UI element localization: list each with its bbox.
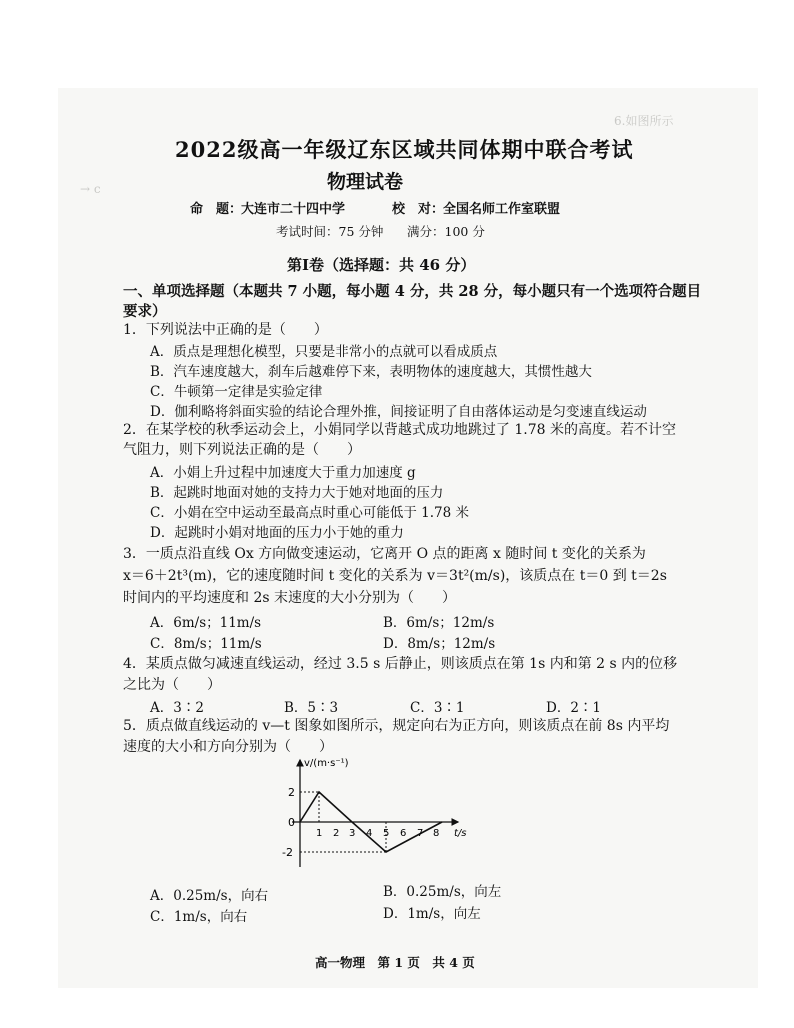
q3-stem-cont: x＝6＋2t³(m)，它的速度随时间 t 变化的关系为 v＝3t²(m/s)，该质点在 t＝0 到 t＝2s	[123, 568, 667, 584]
y-axis-label: v/(m·s⁻¹)	[304, 758, 349, 769]
x-tick: 1	[316, 828, 323, 839]
q1-option-a: A．质点是理想化模型，只要是非常小的点就可以看成质点	[150, 344, 498, 360]
q3-option-b: B．6m/s；12m/s	[383, 615, 495, 631]
q3-stem: 3．一质点沿直线 Ox 方向做变速运动，它离开 O 点的距离 x 随时间 t 变化的关系为	[123, 546, 646, 562]
q4-option-a: A．3∶2	[150, 700, 204, 716]
q1-option-b: B．汽车速度越大，刹车后越难停下来，表明物体的速度越大，其惯性越大	[150, 364, 592, 380]
q1-option-c: C．牛顿第一定律是实验定律	[150, 384, 323, 400]
q5-option-d: D．1m/s，向左	[383, 906, 481, 922]
author-label: 命 题：	[190, 202, 243, 217]
q4-option-b: B．5∶3	[284, 700, 339, 716]
q5-option-b: B．0.25m/s，向左	[383, 884, 502, 900]
bleed-text: → c	[80, 182, 101, 196]
proof: 全国名师工作室联盟	[443, 202, 561, 217]
q2-option-a: A．小娟上升过程中加速度大于重力加速度 g	[150, 465, 416, 481]
vt-graph	[270, 752, 470, 877]
q4-stem-cont: 之比为（ ）	[123, 677, 221, 693]
origin-label: 0	[288, 816, 295, 829]
x-tick: 2	[333, 828, 340, 839]
exam-subtitle: 物理试卷	[327, 171, 404, 193]
x-tick: 5	[383, 828, 390, 839]
x-tick: 3	[349, 828, 356, 839]
q2-stem: 2．在某学校的秋季运动会上，小娟同学以背越式成功地跳过了 1.78 米的高度。若不计空	[123, 422, 676, 438]
x-tick: 4	[366, 828, 373, 839]
section1-heading: 一、单项选择题（本题共 7 小题，每小题 4 分，共 28 分，每小题只有一个选项符合题目	[123, 283, 702, 300]
bleed-text: 6.如图所示	[614, 114, 674, 128]
q3-option-d: D．8m/s；12m/s	[383, 636, 496, 652]
q4-option-d: D．2∶1	[546, 700, 602, 716]
q5-option-a: A．0.25m/s，向右	[150, 888, 269, 904]
q1-option-d: D．伽利略将斜面实验的结论合理外推，间接证明了自由落体运动是匀变速直线运动	[150, 404, 647, 420]
q2-option-c: C．小娟在空中运动至最高点时重心可能低于 1.78 米	[150, 505, 469, 521]
q5-stem: 5．质点做直线运动的 v—t 图象如图所示，规定向右为正方向，则该质点在前 8s 内平均	[123, 718, 670, 734]
proof-label: 校 对：	[392, 202, 445, 217]
q3-option-c: C．8m/s；11m/s	[150, 636, 262, 652]
x-tick: 8	[433, 828, 440, 839]
section1-heading-cont: 要求）	[123, 303, 167, 320]
exam-time: 考试时间：75 分钟	[276, 224, 384, 239]
q4-stem: 4．某质点做匀减速直线运动，经过 3.5 s 后静止，则该质点在第 1s 内和第 2 s 内的位移	[123, 656, 678, 672]
q4-option-c: C．3∶1	[410, 700, 465, 716]
q2-stem-cont: 气阻力，则下列说法正确的是（ ）	[123, 442, 361, 458]
q5-option-c: C．1m/s，向右	[150, 909, 248, 925]
x-tick: 7	[417, 828, 424, 839]
q2-option-b: B．起跳时地面对她的支持力大于她对地面的压力	[150, 485, 444, 501]
q3-stem-cont2: 时间内的平均速度和 2s 末速度的大小分别为（ ）	[123, 590, 456, 606]
exam-title: 2022级高一年级辽东区域共同体期中联合考试	[175, 137, 634, 162]
x-tick: 6	[400, 828, 407, 839]
author: 大连市二十四中学	[241, 202, 346, 217]
y-tick-neg2: -2	[282, 846, 293, 859]
x-axis-label: t/s	[454, 828, 467, 839]
exam-score: 满分：100 分	[407, 224, 485, 239]
q2-option-d: D．起跳时小娟对地面的压力小于她的重力	[150, 525, 404, 541]
part1-title: 第Ⅰ卷（选择题：共 46 分）	[287, 256, 476, 274]
q3-option-a: A．6m/s；11m/s	[150, 615, 262, 631]
q1-stem: 1．下列说法中正确的是（ ）	[123, 322, 328, 338]
q5-stem-cont: 速度的大小和方向分别为（ ）	[123, 739, 333, 755]
y-tick-2: 2	[288, 786, 295, 799]
page-footer: 高一物理 第 1 页 共 4 页	[315, 955, 475, 970]
